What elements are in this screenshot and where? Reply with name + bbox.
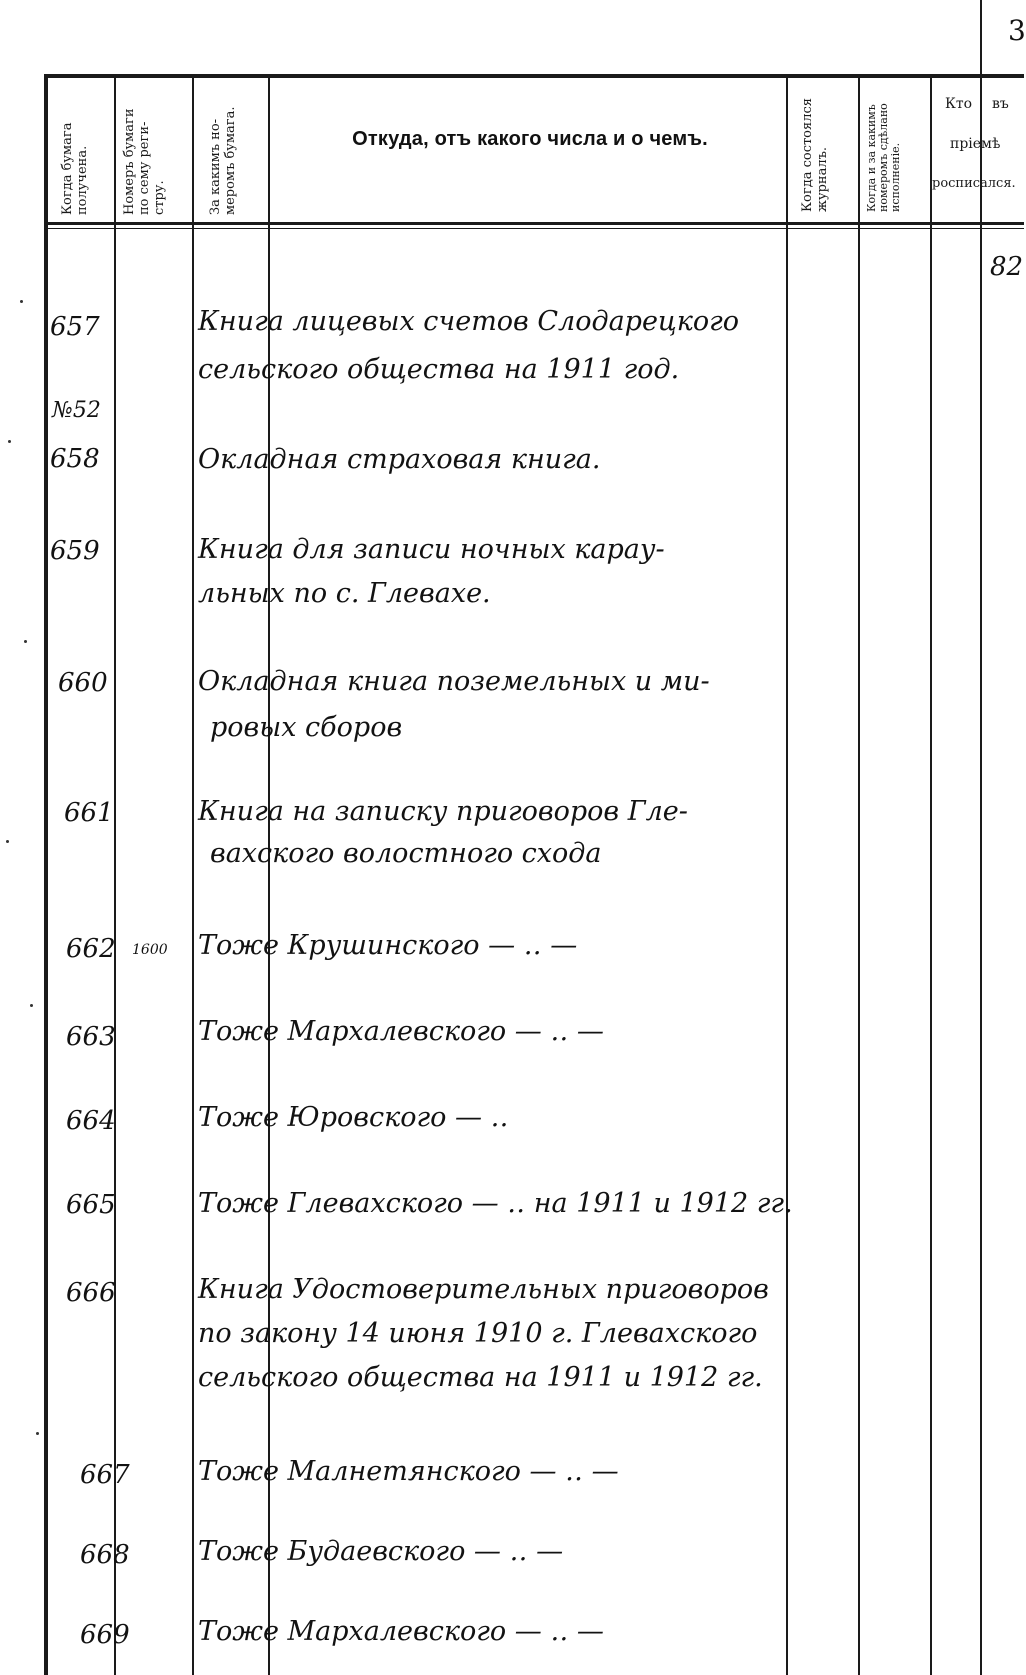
entry-number: 659 xyxy=(50,536,100,566)
entry-text-line: Тоже Глевахского — ‥ на 1911 и 1912 гг. xyxy=(198,1188,793,1219)
page-number: 3 xyxy=(1008,14,1026,47)
header-paper-number: За какимъ но- меромъ бумага. xyxy=(208,106,238,215)
entry-number: 663 xyxy=(66,1022,116,1052)
entry-text-line: Тоже Мархалевского — ‥ — xyxy=(198,1616,604,1647)
header-signed-who: Кто xyxy=(945,96,973,112)
header-signed-signed: росписался. xyxy=(932,176,1016,191)
entry-text-line: Тоже Крушинского — ‥ — xyxy=(198,930,578,961)
col-divider-6 xyxy=(930,74,932,1675)
entry-number: 657 xyxy=(50,312,100,342)
entry-number: 668 xyxy=(80,1540,130,1570)
col-divider-1 xyxy=(114,74,116,1675)
col-divider-4 xyxy=(786,74,788,1675)
entry-text-line: Книга на записку приговоров Гле- xyxy=(198,796,688,827)
scan-speck xyxy=(36,1432,39,1435)
entry-text-line: сельского общества на 1911 год. xyxy=(198,354,680,385)
entry-text-line: ровых сборов xyxy=(210,712,403,743)
entry-number: 666 xyxy=(66,1278,116,1308)
header-signed-in: въ xyxy=(992,96,1009,112)
col-divider-5 xyxy=(858,74,860,1675)
entry-text-line: Книга лицевых счетов Слодарецкого xyxy=(198,306,740,337)
entry-text-line: Книга для записи ночных карау- xyxy=(198,534,665,565)
scan-speck xyxy=(24,640,27,643)
col-divider-2 xyxy=(192,74,194,1675)
entry-text-line: вахского волостного схода xyxy=(210,838,602,869)
entry-text-line: сельского общества на 1911 и 1912 гг. xyxy=(198,1362,763,1393)
entry-text-line: Тоже Мархалевского — ‥ — xyxy=(198,1016,604,1047)
entry-text-line: Книга Удостоверительных приговоров xyxy=(198,1274,769,1305)
entry-number: 658 xyxy=(50,444,100,474)
header-from-where: Откуда, отъ какого числа и о чемъ. xyxy=(352,128,708,150)
header-bottom-rule-thin xyxy=(44,228,1024,229)
margin-note: 82 xyxy=(990,252,1024,282)
entry-text-line: по закону 14 июня 1910 г. Глевахского xyxy=(198,1318,758,1349)
header-register-number: Номеръ бумаги по сему реги- стру. xyxy=(122,108,167,215)
entry-prefix: №52 xyxy=(52,398,101,423)
scan-speck xyxy=(30,1004,33,1007)
entry-text-line: Тоже Юровского — ‥ xyxy=(198,1102,509,1133)
entry-text-line: Тоже Будаевского — ‥ — xyxy=(198,1536,564,1567)
scan-speck xyxy=(6,840,9,843)
header-journal-date: Когда состоялся журналъ. xyxy=(800,98,830,212)
entry-number: 669 xyxy=(80,1620,130,1650)
entry-number: 662 xyxy=(66,934,116,964)
entry-prefix: 1600 xyxy=(132,942,168,958)
header-execution: Когда и за какимъ номеромъ сдѣлано исполненіе. xyxy=(865,103,902,212)
entry-text-line: Окладная страховая книга. xyxy=(198,444,601,475)
entry-number: 660 xyxy=(58,668,108,698)
left-border xyxy=(44,74,48,1675)
header-date-received: Когда бумага получена. xyxy=(60,122,90,215)
entry-text-line: Окладная книга поземельных и ми- xyxy=(198,666,710,697)
entry-number: 667 xyxy=(80,1460,130,1490)
scan-speck xyxy=(20,300,23,303)
entry-number: 665 xyxy=(66,1190,116,1220)
col-divider-7 xyxy=(980,0,982,1675)
entry-text-line: льных по с. Глевахе. xyxy=(198,578,491,609)
entry-number: 661 xyxy=(64,798,114,828)
entry-number: 664 xyxy=(66,1106,116,1136)
entry-text-line: Тоже Малнетянского — ‥ — xyxy=(198,1456,619,1487)
header-bottom-rule xyxy=(44,222,1024,225)
header-signed-receipt: пріемѣ xyxy=(950,136,1001,152)
scan-speck xyxy=(8,440,11,443)
